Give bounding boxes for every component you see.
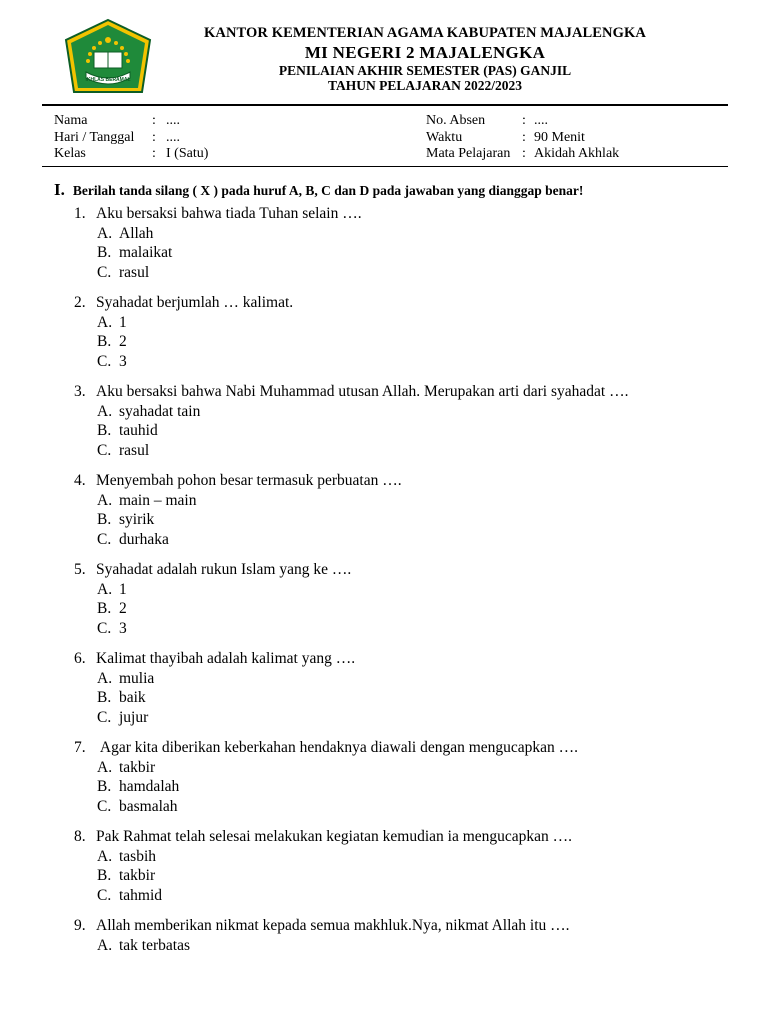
info-value: ....: [166, 129, 180, 145]
option-letter: C.: [97, 530, 112, 548]
academic-year: TAHUN PELAJARAN 2022/2023: [327, 78, 522, 93]
question-stem: [0, 738, 768, 758]
question-list: [0, 204, 768, 966]
option-letter: A.: [97, 402, 113, 420]
answer-option[interactable]: [97, 243, 768, 263]
question-number: 6.: [74, 650, 86, 667]
question-item: [0, 649, 768, 727]
option-text: syirik: [119, 511, 155, 528]
option-letter: A.: [97, 847, 113, 865]
question-text: Kalimat thayibah adalah kalimat yang ….: [96, 650, 356, 667]
info-row-kelas: Kelas : I (Satu): [54, 146, 209, 161]
option-letter: B.: [97, 867, 112, 884]
answer-option[interactable]: [97, 866, 768, 886]
student-info-left: [54, 113, 208, 163]
option-letter: A.: [97, 580, 113, 598]
question-stem: [0, 204, 768, 224]
question-item: [0, 738, 768, 816]
question-number: 1.: [74, 205, 86, 222]
answer-option[interactable]: [97, 421, 768, 441]
answer-option[interactable]: [97, 580, 768, 600]
question-text: Agar kita diberikan keberkahan hendaknya diawali dengan mengucapkan ….: [96, 739, 579, 756]
question-stem: [0, 560, 768, 580]
info-row-mata-pelajaran: Mata Pelajaran : Akidah Akhlak: [426, 146, 620, 161]
option-text: 2: [119, 600, 127, 617]
option-text: mulia: [119, 669, 155, 687]
question-item: [0, 560, 768, 638]
answer-option[interactable]: [97, 510, 768, 530]
school-name: MI NEGERI 2 MAJALENGKA: [304, 42, 546, 62]
answer-option[interactable]: [97, 758, 768, 778]
option-letter: B.: [97, 333, 112, 350]
exam-title: PENILAIAN AKHIR SEMESTER (PAS) GANJIL: [278, 62, 572, 78]
answer-option[interactable]: [97, 936, 768, 956]
info-label: Hari / Tanggal: [54, 129, 135, 145]
option-letter: A.: [97, 313, 113, 331]
option-text: jujur: [119, 708, 149, 726]
answer-option[interactable]: [97, 619, 768, 639]
info-label: Waktu: [426, 129, 463, 145]
option-text: takbir: [119, 867, 156, 884]
question-text: Menyembah pohon besar termasuk perbuatan ….: [96, 472, 402, 489]
answer-option[interactable]: [97, 352, 768, 372]
answer-option[interactable]: [97, 224, 768, 244]
info-row-hari-tanggal: Hari / Tanggal : ....: [54, 129, 180, 145]
question-item: [0, 471, 768, 549]
option-letter: C.: [97, 797, 112, 815]
question-stem: [0, 382, 768, 402]
question-number: 2.: [74, 294, 86, 311]
header-divider-bottom: [42, 166, 728, 167]
option-letter: B.: [97, 244, 112, 261]
question-item: [0, 382, 768, 460]
info-row-no-absen: No. Absen : ....: [426, 113, 548, 128]
question-text: Aku bersaksi bahwa Nabi Muhammad utusan Allah. Merupakan arti dari syahadat ….: [96, 383, 629, 400]
option-letter: B.: [97, 600, 112, 617]
answer-option[interactable]: [97, 332, 768, 352]
question-stem: [0, 827, 768, 847]
option-text: hamdalah: [119, 778, 180, 795]
question-text: Allah memberikan nikmat kepada semua makhluk.Nya, nikmat Allah itu ….: [96, 917, 570, 934]
option-letter: C.: [97, 886, 112, 904]
question-item: [0, 916, 768, 955]
question-number: 5.: [74, 561, 86, 578]
info-value: Akidah Akhlak: [534, 146, 620, 161]
option-letter: A.: [97, 758, 113, 776]
answer-option[interactable]: [97, 599, 768, 619]
option-text: 3: [119, 619, 127, 637]
option-text: 1: [119, 313, 127, 331]
answer-option[interactable]: [97, 708, 768, 728]
option-text: 3: [119, 352, 127, 370]
office-name: KANTOR KEMENTERIAN AGAMA KABUPATEN MAJALENGKA: [204, 25, 646, 41]
answer-option[interactable]: [97, 530, 768, 550]
question-text: Syahadat berjumlah … kalimat.: [96, 294, 294, 311]
answer-option[interactable]: [97, 777, 768, 797]
option-text: rasul: [119, 263, 150, 281]
option-text: tasbih: [119, 847, 157, 865]
option-text: tahmid: [119, 886, 163, 904]
question-text: Pak Rahmat telah selesai melakukan kegiatan kemudian ia mengucapkan ….: [96, 828, 573, 845]
answer-option[interactable]: [97, 886, 768, 906]
option-letter: A.: [97, 669, 113, 687]
question-stem: [0, 471, 768, 491]
option-text: malaikat: [119, 244, 173, 261]
instructions: [54, 180, 583, 200]
section-number: I.: [54, 180, 65, 199]
answer-option[interactable]: [97, 688, 768, 708]
option-letter: B.: [97, 511, 112, 528]
answer-option[interactable]: [97, 491, 768, 511]
option-text: basmalah: [119, 797, 178, 815]
question-item: [0, 827, 768, 905]
info-label: Nama: [54, 113, 88, 128]
option-letter: A.: [97, 224, 113, 242]
question-item: [0, 204, 768, 282]
kemenag-logo: [60, 18, 156, 98]
option-text: durhaka: [119, 530, 169, 548]
info-label: Kelas: [54, 146, 86, 161]
answer-option[interactable]: [97, 797, 768, 817]
question-number: 4.: [74, 472, 86, 489]
option-letter: C.: [97, 441, 112, 459]
option-letter: C.: [97, 352, 112, 370]
svg-text:IKHLAS BERAMAL: IKHLAS BERAMAL: [85, 77, 131, 83]
option-text: tak terbatas: [119, 936, 191, 954]
info-value: 90 Menit: [534, 129, 585, 145]
answer-option[interactable]: [97, 847, 768, 867]
question-number: 7.: [74, 739, 86, 756]
question-number: 3.: [74, 383, 86, 400]
header-divider-top: [42, 104, 728, 106]
question-number: 8.: [74, 828, 86, 845]
question-stem: [0, 293, 768, 313]
question-item: [0, 293, 768, 371]
info-row-waktu: Waktu : 90 Menit: [426, 129, 585, 145]
answer-option[interactable]: [97, 313, 768, 333]
info-value: I (Satu): [166, 146, 209, 161]
instruction-text: Berilah tanda silang ( X ) pada huruf A, B, C dan D pada jawaban yang dianggap benar!: [72, 183, 584, 198]
info-value: ....: [534, 113, 548, 128]
answer-option[interactable]: [97, 263, 768, 283]
info-row-nama: Nama : ....: [54, 113, 180, 128]
option-text: rasul: [119, 441, 150, 459]
option-letter: A.: [97, 936, 113, 954]
option-letter: B.: [97, 422, 112, 439]
document-header: [160, 26, 690, 93]
student-info-right: [426, 113, 619, 163]
option-letter: C.: [97, 708, 112, 726]
question-stem: [0, 649, 768, 669]
option-letter: B.: [97, 689, 112, 706]
info-value: ....: [166, 113, 180, 128]
option-letter: C.: [97, 263, 112, 281]
option-text: tauhid: [119, 422, 158, 439]
answer-option[interactable]: [97, 441, 768, 461]
option-text: takbir: [119, 758, 156, 776]
option-letter: C.: [97, 619, 112, 637]
info-label: Mata Pelajaran: [426, 146, 511, 161]
answer-option[interactable]: [97, 402, 768, 422]
info-label: No. Absen: [426, 113, 486, 128]
question-number: 9.: [74, 917, 86, 934]
question-stem: [0, 916, 768, 936]
option-text: 1: [119, 580, 127, 598]
option-text: Allah: [119, 224, 154, 242]
option-text: baik: [119, 689, 146, 706]
option-letter: A.: [97, 491, 113, 509]
option-letter: B.: [97, 778, 112, 795]
answer-option[interactable]: [97, 669, 768, 689]
option-text: main – main: [119, 491, 197, 509]
option-text: 2: [119, 333, 127, 350]
question-text: Aku bersaksi bahwa tiada Tuhan selain ….: [96, 205, 362, 222]
question-text: Syahadat adalah rukun Islam yang ke ….: [96, 561, 352, 578]
option-text: syahadat tain: [119, 402, 201, 420]
